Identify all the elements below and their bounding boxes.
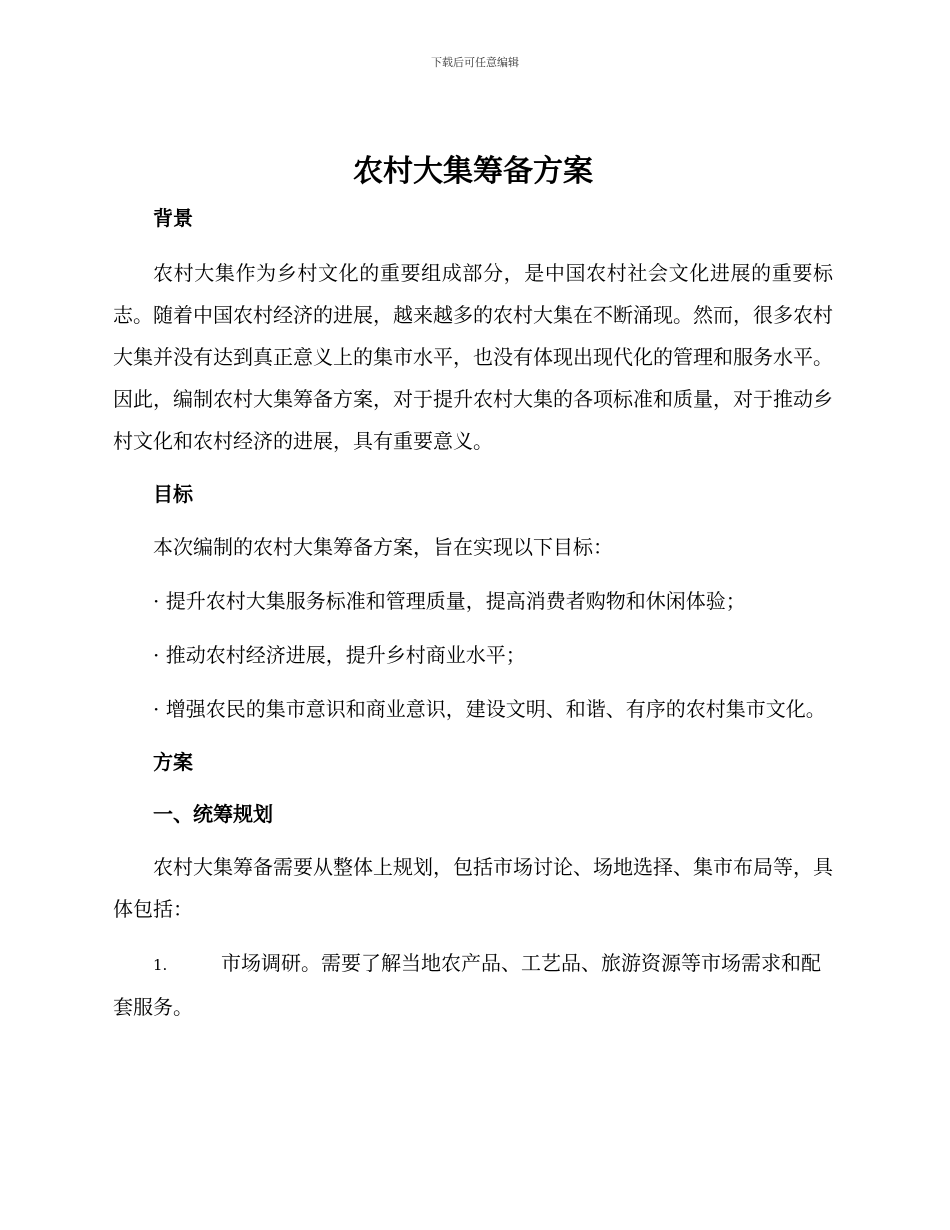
header-note: 下载后可任意编辑 [431,56,519,69]
section1-intro: 农村大集筹备需要从整体上规划，包括市场讨论、场地选择、集市布局等，具体包括： [113,855,833,921]
numbered-item-1-number: 1. [153,956,168,974]
goal-item-3: · 增强农民的集市意识和商业意识，建设文明、和谐、有序的农村集市文化。 [153,697,826,721]
document-title: 农村大集筹备方案 [353,154,593,189]
numbered-item-1 [113,942,833,1028]
goal-heading: 目标 [153,482,193,506]
goal-intro: 本次编制的农村大集筹备方案，旨在实现以下目标： [153,535,613,559]
goal-item-2: · 推动农村经济进展，提升乡村商业水平； [153,643,526,667]
background-paragraph: 农村大集作为乡村文化的重要组成部分，是中国农村社会文化进展的重要标志。随着中国农村经济的进展，越来越多的农村大集在不断涌现。然而，很多农村大集并没有达到真正意义上的集市水平，也没有体现出现代化的管理和服务水平。因此，编制农村大集筹备方案，对于提升农村大集的各项标准和质量，对于推动乡村文化和农村经济的进展，具有重要意义。 [113,261,833,453]
numbered-item-1-text: 市场调研。需要了解当地农产品、工艺品、旅游资源等市场需求和配套服务。 [113,951,821,1019]
section1-heading: 一、统筹规划 [153,802,273,826]
goal-item-1: · 提升农村大集服务标准和管理质量，提高消费者购物和休闲体验； [153,589,746,613]
background-heading: 背景 [153,206,193,230]
document-content [113,148,833,1028]
plan-heading: 方案 [153,750,193,774]
